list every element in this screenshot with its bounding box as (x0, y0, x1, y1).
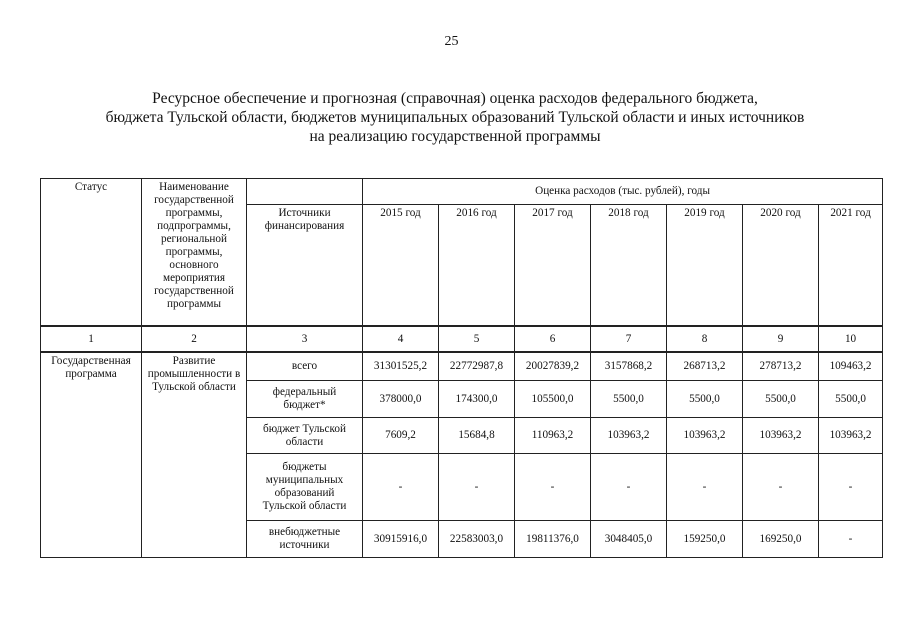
page-number: 25 (444, 34, 459, 49)
value-cell: - (819, 454, 883, 521)
value-cell: 3048405,0 (591, 521, 667, 558)
title-line-1: Ресурсное обеспечение и прогнозная (справочная) оценка расходов федерального бюджета, (152, 90, 758, 107)
value-cell: 22583003,0 (439, 521, 515, 558)
column-number: 1 (41, 326, 142, 352)
value-cell: - (439, 454, 515, 521)
source-cell: бюджет Тульской области (247, 418, 363, 454)
header-estimate: Оценка расходов (тыс. рублей), годы (363, 179, 883, 205)
column-number: 2 (142, 326, 247, 352)
value-cell: 5500,0 (591, 381, 667, 418)
header-status: Статус (41, 179, 142, 327)
header-year: 2020 год (743, 205, 819, 327)
header-year: 2018 год (591, 205, 667, 327)
header-year: 2021 год (819, 205, 883, 327)
value-cell: 105500,0 (515, 381, 591, 418)
column-number: 5 (439, 326, 515, 352)
value-cell: 159250,0 (667, 521, 743, 558)
program-name-cell: Развитие промышленности в Тульской области (142, 352, 247, 558)
value-cell: 5500,0 (819, 381, 883, 418)
source-cell: федеральный бюджет* (247, 381, 363, 418)
funding-table (40, 178, 883, 558)
column-number: 9 (743, 326, 819, 352)
column-number-row (41, 326, 883, 352)
value-cell: 5500,0 (667, 381, 743, 418)
header-year: 2015 год (363, 205, 439, 327)
value-cell: 378000,0 (363, 381, 439, 418)
header-year: 2017 год (515, 205, 591, 327)
column-number: 4 (363, 326, 439, 352)
value-cell: 174300,0 (439, 381, 515, 418)
value-cell: 3157868,2 (591, 352, 667, 381)
value-cell: 103963,2 (667, 418, 743, 454)
header-sources: Источники финансирования (247, 205, 363, 327)
column-number: 7 (591, 326, 667, 352)
value-cell: 278713,2 (743, 352, 819, 381)
status-cell: Государственная программа (41, 352, 142, 558)
value-cell: 30915916,0 (363, 521, 439, 558)
header-year: 2016 год (439, 205, 515, 327)
value-cell: - (819, 521, 883, 558)
value-cell: - (743, 454, 819, 521)
value-cell: 103963,2 (819, 418, 883, 454)
source-cell: бюджеты муниципальных образований Тульской области (247, 454, 363, 521)
value-cell: - (591, 454, 667, 521)
column-number: 8 (667, 326, 743, 352)
value-cell: 110963,2 (515, 418, 591, 454)
value-cell: 5500,0 (743, 381, 819, 418)
header-program-name: Наименование государственной программы, подпрограммы, региональной программы, основного мероприятия государственной программы (142, 179, 247, 327)
source-cell: всего (247, 352, 363, 381)
value-cell: - (667, 454, 743, 521)
header-sources-top (247, 179, 363, 205)
document-title (60, 89, 850, 146)
header-row-1 (41, 179, 883, 205)
value-cell: - (363, 454, 439, 521)
value-cell: 31301525,2 (363, 352, 439, 381)
value-cell: 19811376,0 (515, 521, 591, 558)
value-cell: 15684,8 (439, 418, 515, 454)
table-row (41, 352, 883, 381)
column-number: 6 (515, 326, 591, 352)
value-cell: 7609,2 (363, 418, 439, 454)
value-cell: 103963,2 (591, 418, 667, 454)
column-number: 10 (819, 326, 883, 352)
value-cell: 20027839,2 (515, 352, 591, 381)
column-number: 3 (247, 326, 363, 352)
value-cell: 22772987,8 (439, 352, 515, 381)
value-cell: 169250,0 (743, 521, 819, 558)
header-year: 2019 год (667, 205, 743, 327)
value-cell: 103963,2 (743, 418, 819, 454)
title-line-3: на реализацию государственной программы (309, 128, 601, 145)
title-line-2: бюджета Тульской области, бюджетов муниципальных образований Тульской области и иных источников (105, 109, 805, 126)
source-cell: внебюджетные источники (247, 521, 363, 558)
value-cell: 268713,2 (667, 352, 743, 381)
value-cell: - (515, 454, 591, 521)
value-cell: 109463,2 (819, 352, 883, 381)
